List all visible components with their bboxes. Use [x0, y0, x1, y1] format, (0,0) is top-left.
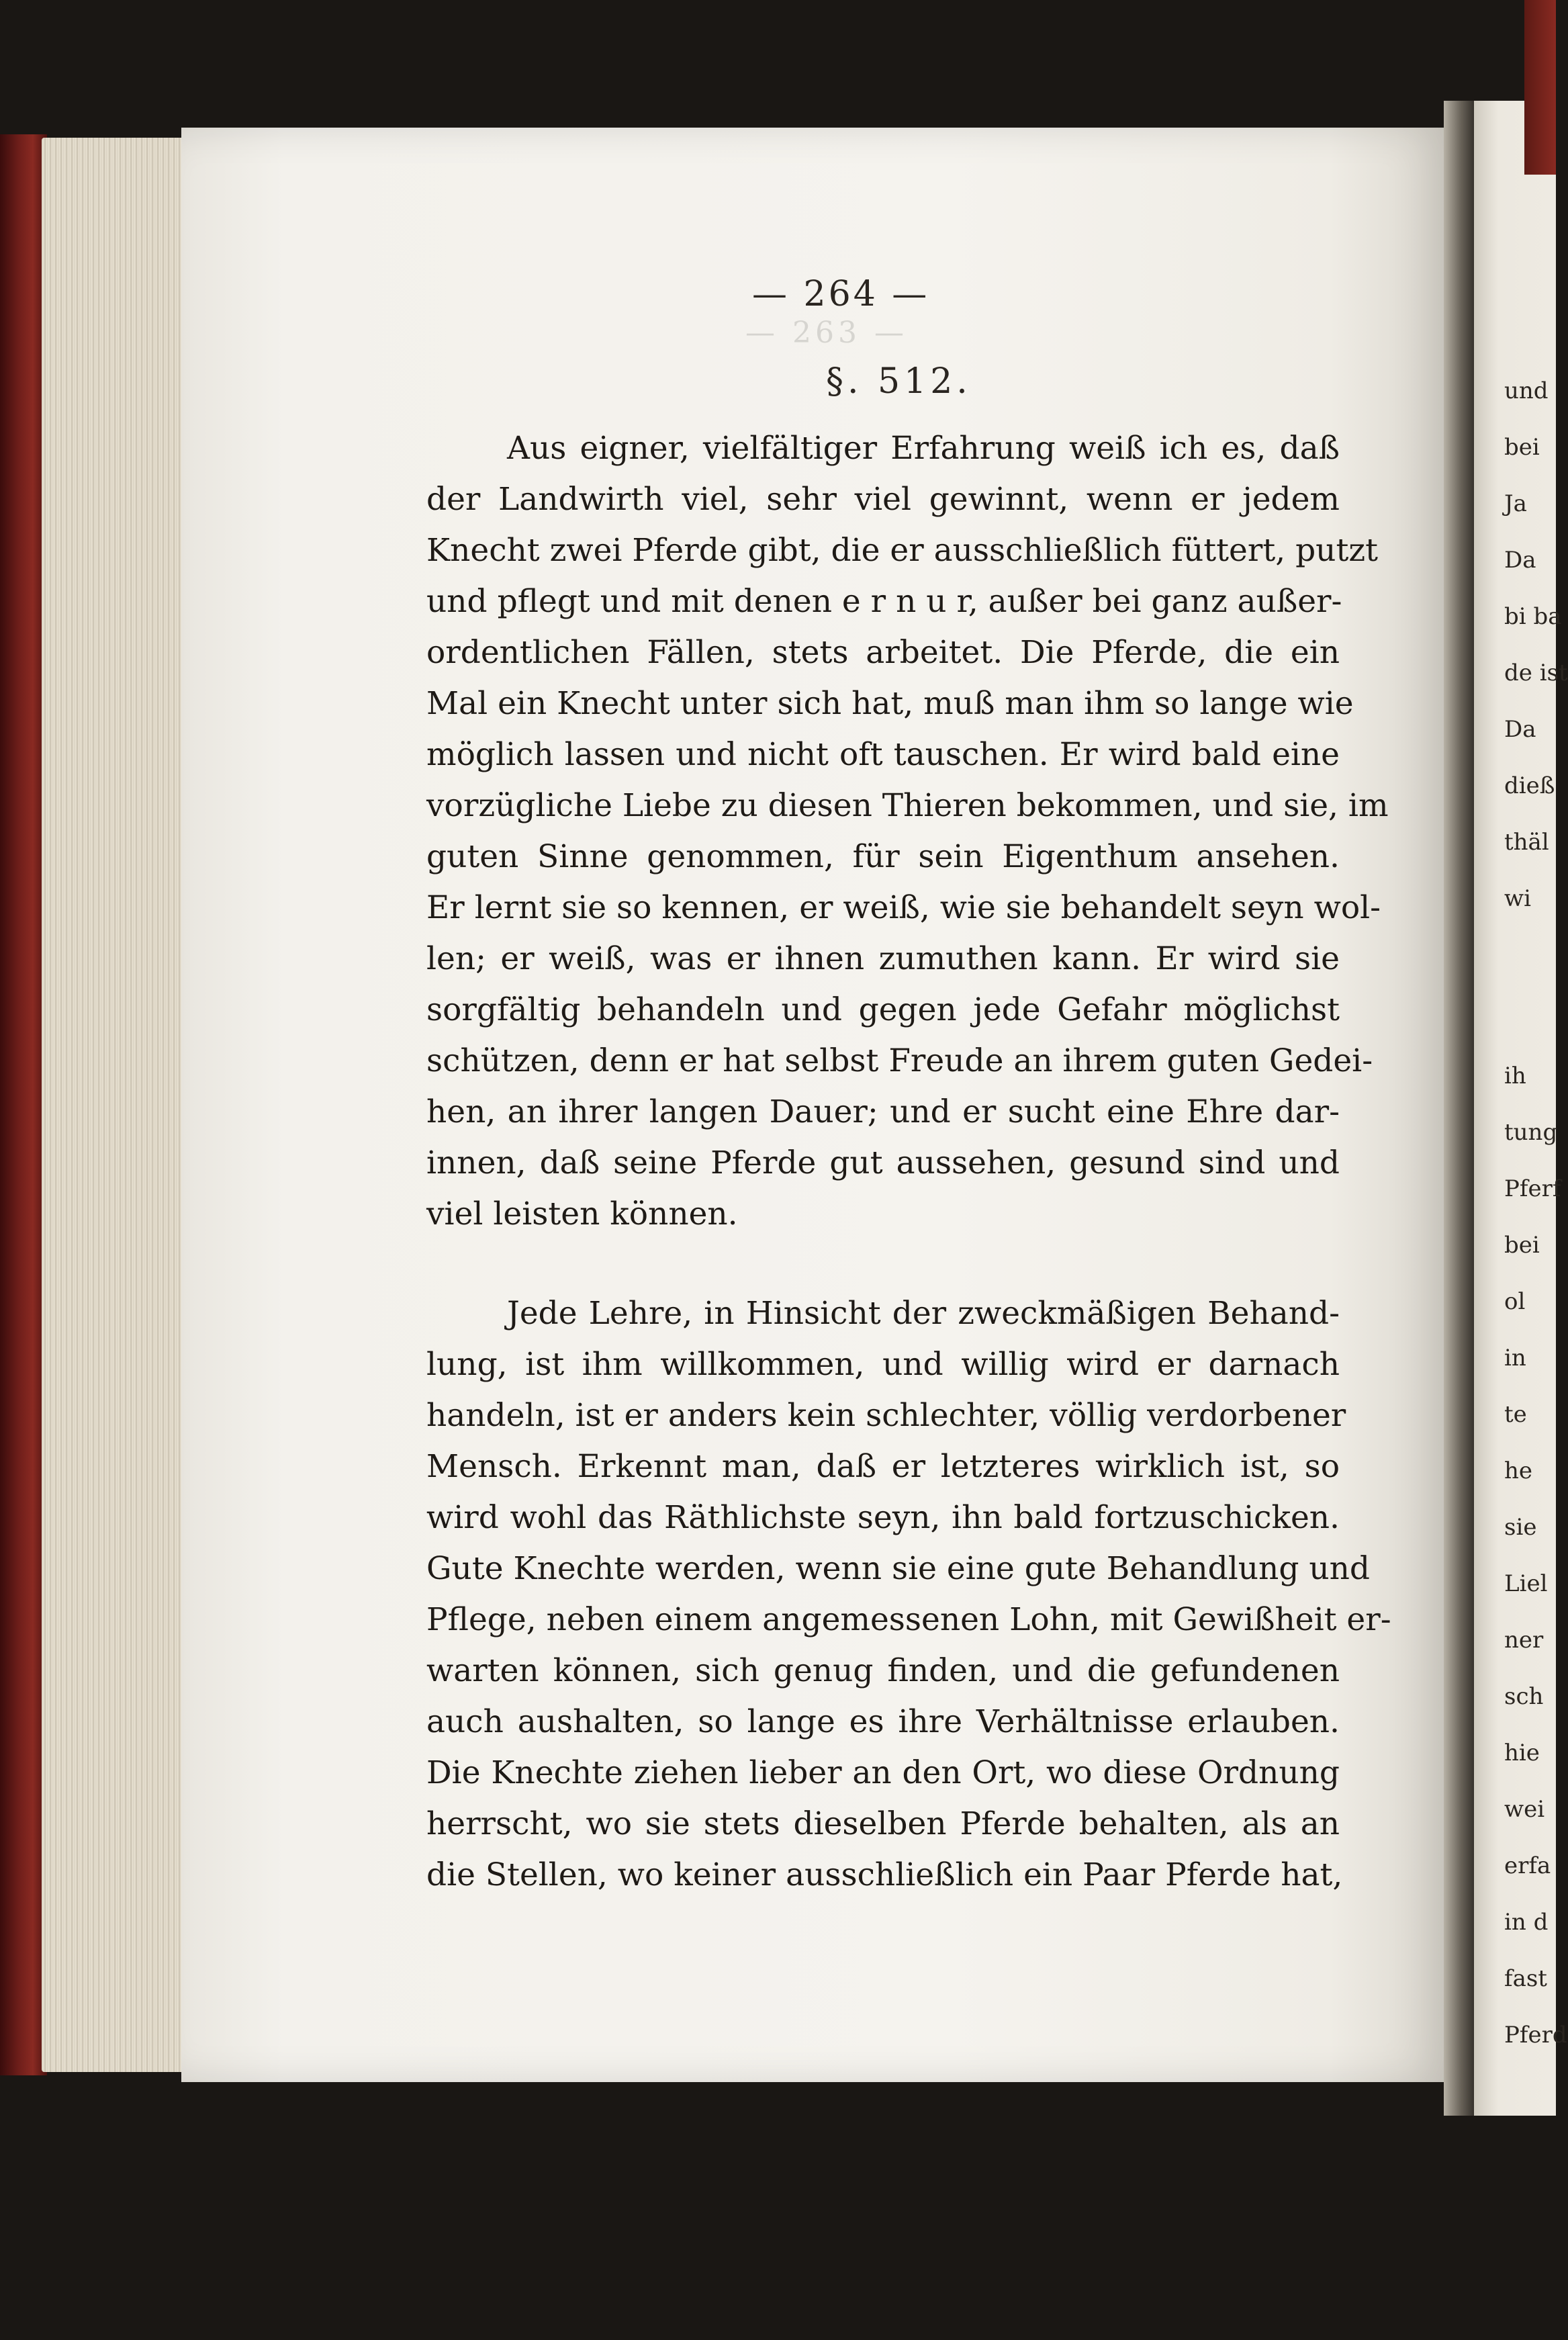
- text-line: Mal ein Knecht unter sich hat, muß man ihm so lange wie: [426, 685, 1354, 722]
- text-line: wird wohl das Räthlichste seyn, ihn bald fortzuschicken.: [426, 1499, 1340, 1536]
- paragraph-gap: [426, 1240, 1340, 1288]
- fragment: de ist: [1504, 660, 1568, 686]
- fragment: he: [1504, 1457, 1533, 1484]
- text-line: möglich lassen und nicht oft tauschen. Er wird bald eine: [426, 736, 1340, 773]
- fragment: ol: [1504, 1288, 1526, 1315]
- fragment: Da: [1504, 716, 1536, 743]
- fragment-gap: [1504, 927, 1556, 1048]
- page-number: — 264 —: [752, 274, 930, 314]
- text-line: sorgfältig behandeln und gegen jede Gefahr möglichst: [426, 991, 1340, 1028]
- text-line: Die Knechte ziehen lieber an den Ort, wo diese Ordnung: [426, 1754, 1340, 1791]
- text-line: Aus eigner, vielfältiger Erfahrung weiß ich es, daß: [507, 430, 1340, 467]
- text-line: Jede Lehre, in Hinsicht der zweckmäßigen Behand-: [507, 1295, 1340, 1332]
- text-line: Er lernt sie so kennen, er weiß, wie sie behandelt seyn wol-: [426, 889, 1381, 926]
- text-line: viel leisten können.: [426, 1196, 738, 1232]
- section-heading: §. 512.: [826, 361, 972, 402]
- fragment: hie: [1504, 1740, 1540, 1766]
- fragment: bei: [1504, 1232, 1540, 1259]
- paragraph-1: [426, 423, 1389, 1240]
- text-line: Knecht zwei Pferde gibt, die er ausschließlich füttert, putzt: [426, 532, 1378, 569]
- text-line: Gute Knechte werden, wenn sie eine gute Behandlung und: [426, 1550, 1370, 1587]
- fragment: bi ba: [1504, 603, 1562, 630]
- text-line: herrscht, wo sie stets dieselben Pferde behalten, als an: [426, 1805, 1340, 1842]
- text-line: guten Sinne genommen, für sein Eigenthum ansehen.: [426, 838, 1340, 875]
- text-line: innen, daß seine Pferde gut aussehen, gesund sind und: [426, 1144, 1340, 1181]
- text-line: len; er weiß, was er ihnen zumuthen kann. Er wird sie: [426, 940, 1340, 977]
- text-line: und pflegt und mit denen e r n u r, außer bei ganz außer-: [426, 583, 1342, 620]
- bleed-through-page-number: — 263 —: [745, 316, 908, 350]
- stacked-page-edges: [42, 138, 197, 2072]
- text-line: vorzügliche Liebe zu diesen Thieren bekommen, und sie, im: [426, 787, 1389, 824]
- text-line: der Landwirth viel, sehr viel gewinnt, wenn er jedem: [426, 481, 1340, 518]
- fragment: te: [1504, 1401, 1527, 1428]
- text-line: lung, ist ihm willkommen, und willig wird er darnach: [426, 1346, 1340, 1383]
- body-text: [426, 423, 1391, 1901]
- paragraph-2: [426, 1288, 1391, 1901]
- text-line: handeln, ist er anders kein schlechter, völlig verdorbener: [426, 1397, 1346, 1434]
- fragment: Ja: [1504, 490, 1527, 517]
- facing-page-text-fragments: [1504, 363, 1568, 2063]
- fragment: wei: [1504, 1796, 1545, 1823]
- fragment: erfa: [1504, 1852, 1551, 1879]
- left-book-binding: [0, 134, 47, 2075]
- fragment: fast: [1504, 1965, 1547, 1992]
- text-line: ordentlichen Fällen, stets arbeitet. Die Pferde, die ein: [426, 634, 1340, 671]
- fragment: bei: [1504, 434, 1540, 461]
- text-line: warten können, sich genug finden, und die gefundenen: [426, 1652, 1340, 1689]
- fragment: sch: [1504, 1683, 1544, 1710]
- book-gutter: [1444, 101, 1477, 2116]
- fragment: sie: [1504, 1514, 1537, 1541]
- right-book-binding: [1524, 0, 1556, 175]
- fragment: Da: [1504, 547, 1536, 574]
- fragment: wi: [1504, 885, 1531, 912]
- fragment: tung: [1504, 1119, 1558, 1146]
- text-line: auch aushalten, so lange es ihre Verhältnisse erlauben.: [426, 1703, 1340, 1740]
- fragment: dieß: [1504, 772, 1555, 799]
- fragment: thäl: [1504, 829, 1549, 856]
- fragment: ih: [1504, 1063, 1526, 1089]
- text-line: schützen, denn er hat selbst Freude an ihrem guten Gedei-: [426, 1042, 1373, 1079]
- text-line: die Stellen, wo keiner ausschließlich ein Paar Pferde hat,: [426, 1856, 1343, 1893]
- fragment: Liel: [1504, 1570, 1548, 1597]
- text-line: Pflege, neben einem angemessenen Lohn, mit Gewißheit er-: [426, 1601, 1391, 1638]
- text-line: hen, an ihrer langen Dauer; und er sucht eine Ehre dar-: [426, 1093, 1340, 1130]
- text-line: Mensch. Erkennt man, daß er letzteres wirklich ist, so: [426, 1448, 1340, 1485]
- fragment: und: [1504, 377, 1549, 404]
- fragment: in d: [1504, 1909, 1549, 1936]
- fragment: Pferd: [1504, 2022, 1567, 2049]
- fragment: ner: [1504, 1627, 1544, 1654]
- fragment: in: [1504, 1345, 1526, 1371]
- fragment: Pferf: [1504, 1175, 1561, 1202]
